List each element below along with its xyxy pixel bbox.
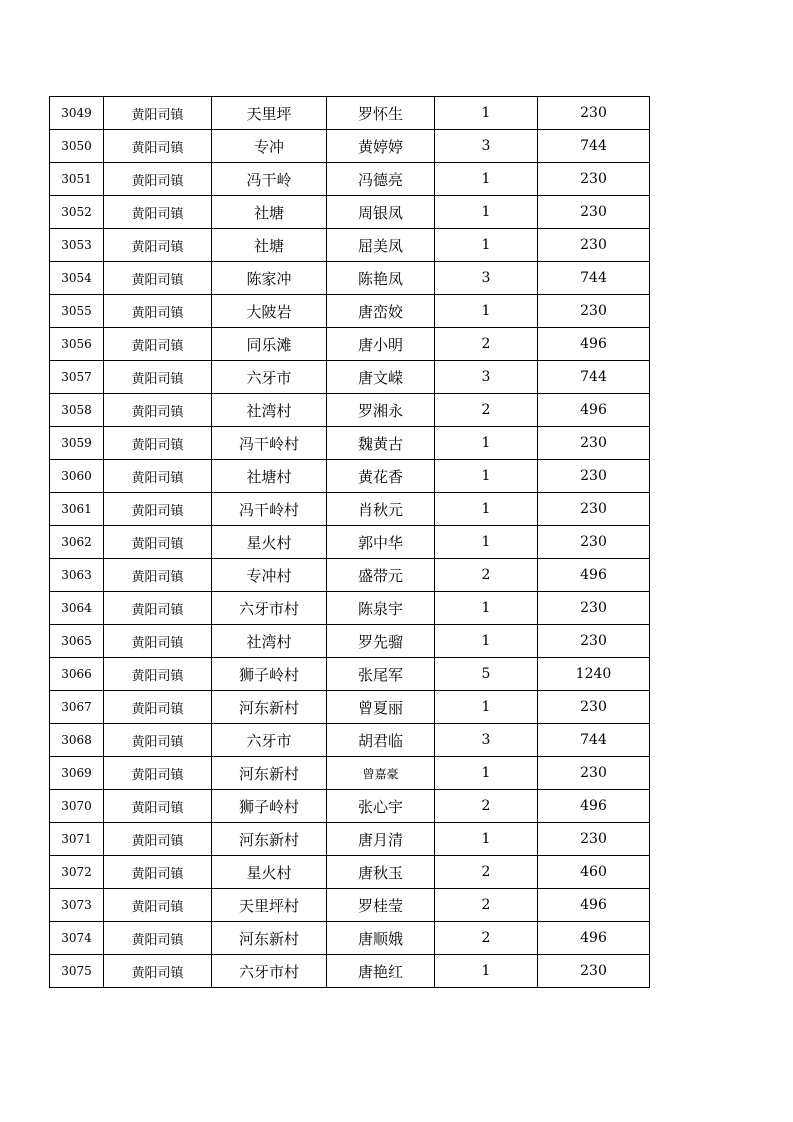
table-row <box>50 790 650 823</box>
cell-amount: 230 <box>538 757 650 790</box>
cell-count: 1 <box>435 691 538 724</box>
cell-count: 2 <box>435 394 538 427</box>
cell-town: 黄阳司镇 <box>104 130 212 163</box>
cell-amount: 230 <box>538 427 650 460</box>
cell-name: 唐文嵘 <box>327 361 435 394</box>
cell-town: 黄阳司镇 <box>104 922 212 955</box>
cell-id: 3063 <box>50 559 104 592</box>
cell-town: 黄阳司镇 <box>104 691 212 724</box>
table-row <box>50 559 650 592</box>
cell-count: 3 <box>435 361 538 394</box>
cell-id: 3073 <box>50 889 104 922</box>
cell-id: 3067 <box>50 691 104 724</box>
cell-amount: 744 <box>538 262 650 295</box>
cell-town: 黄阳司镇 <box>104 295 212 328</box>
cell-id: 3058 <box>50 394 104 427</box>
cell-village: 星火村 <box>212 526 327 559</box>
table-row <box>50 427 650 460</box>
cell-town: 黄阳司镇 <box>104 856 212 889</box>
cell-village: 河东新村 <box>212 691 327 724</box>
cell-village: 河东新村 <box>212 823 327 856</box>
cell-town: 黄阳司镇 <box>104 229 212 262</box>
cell-name: 周银凤 <box>327 196 435 229</box>
cell-name: 唐顺娥 <box>327 922 435 955</box>
cell-amount: 230 <box>538 196 650 229</box>
cell-village: 同乐滩 <box>212 328 327 361</box>
cell-name: 盛带元 <box>327 559 435 592</box>
cell-amount: 230 <box>538 97 650 130</box>
cell-id: 3075 <box>50 955 104 988</box>
cell-amount: 230 <box>538 493 650 526</box>
cell-id: 3071 <box>50 823 104 856</box>
cell-name: 唐小明 <box>327 328 435 361</box>
table-row <box>50 889 650 922</box>
table-row <box>50 97 650 130</box>
cell-town: 黄阳司镇 <box>104 658 212 691</box>
cell-amount: 496 <box>538 889 650 922</box>
cell-village: 社湾村 <box>212 394 327 427</box>
cell-id: 3059 <box>50 427 104 460</box>
table-row <box>50 394 650 427</box>
data-table <box>49 96 650 988</box>
cell-count: 2 <box>435 328 538 361</box>
cell-count: 1 <box>435 460 538 493</box>
cell-count: 1 <box>435 295 538 328</box>
cell-amount: 1240 <box>538 658 650 691</box>
cell-amount: 496 <box>538 328 650 361</box>
table-row <box>50 460 650 493</box>
cell-town: 黄阳司镇 <box>104 361 212 394</box>
cell-village: 冯干岭 <box>212 163 327 196</box>
cell-town: 黄阳司镇 <box>104 790 212 823</box>
cell-id: 3054 <box>50 262 104 295</box>
cell-id: 3072 <box>50 856 104 889</box>
cell-town: 黄阳司镇 <box>104 526 212 559</box>
cell-count: 2 <box>435 889 538 922</box>
cell-town: 黄阳司镇 <box>104 394 212 427</box>
cell-amount: 230 <box>538 526 650 559</box>
cell-name: 罗桂莹 <box>327 889 435 922</box>
cell-name: 陈泉宇 <box>327 592 435 625</box>
cell-id: 3060 <box>50 460 104 493</box>
cell-id: 3064 <box>50 592 104 625</box>
cell-id: 3065 <box>50 625 104 658</box>
cell-count: 1 <box>435 427 538 460</box>
cell-town: 黄阳司镇 <box>104 262 212 295</box>
cell-name: 魏黄古 <box>327 427 435 460</box>
cell-name: 屈美凤 <box>327 229 435 262</box>
cell-village: 星火村 <box>212 856 327 889</box>
cell-village: 专冲 <box>212 130 327 163</box>
cell-amount: 744 <box>538 130 650 163</box>
cell-id: 3066 <box>50 658 104 691</box>
cell-name: 郭中华 <box>327 526 435 559</box>
cell-town: 黄阳司镇 <box>104 625 212 658</box>
cell-village: 社塘 <box>212 196 327 229</box>
cell-id: 3053 <box>50 229 104 262</box>
table-row <box>50 658 650 691</box>
cell-town: 黄阳司镇 <box>104 757 212 790</box>
cell-name: 胡君临 <box>327 724 435 757</box>
cell-town: 黄阳司镇 <box>104 97 212 130</box>
cell-village: 六牙市村 <box>212 592 327 625</box>
cell-village: 狮子岭村 <box>212 790 327 823</box>
cell-count: 3 <box>435 724 538 757</box>
cell-town: 黄阳司镇 <box>104 163 212 196</box>
cell-name: 张心宇 <box>327 790 435 823</box>
cell-count: 1 <box>435 163 538 196</box>
cell-count: 1 <box>435 625 538 658</box>
cell-village: 大陂岩 <box>212 295 327 328</box>
cell-id: 3055 <box>50 295 104 328</box>
cell-count: 1 <box>435 955 538 988</box>
cell-town: 黄阳司镇 <box>104 724 212 757</box>
cell-amount: 230 <box>538 163 650 196</box>
table-row <box>50 163 650 196</box>
cell-amount: 230 <box>538 592 650 625</box>
cell-name: 唐艳红 <box>327 955 435 988</box>
table-row <box>50 592 650 625</box>
cell-town: 黄阳司镇 <box>104 889 212 922</box>
cell-town: 黄阳司镇 <box>104 460 212 493</box>
cell-name: 唐秋玉 <box>327 856 435 889</box>
cell-count: 2 <box>435 559 538 592</box>
cell-count: 1 <box>435 823 538 856</box>
cell-amount: 460 <box>538 856 650 889</box>
cell-village: 狮子岭村 <box>212 658 327 691</box>
cell-amount: 230 <box>538 955 650 988</box>
cell-count: 1 <box>435 493 538 526</box>
cell-amount: 496 <box>538 790 650 823</box>
cell-village: 冯干岭村 <box>212 427 327 460</box>
cell-name: 冯德亮 <box>327 163 435 196</box>
cell-village: 社塘村 <box>212 460 327 493</box>
cell-count: 3 <box>435 262 538 295</box>
table-row <box>50 526 650 559</box>
cell-name: 黄花香 <box>327 460 435 493</box>
cell-name: 曾夏丽 <box>327 691 435 724</box>
cell-id: 3074 <box>50 922 104 955</box>
cell-village: 六牙市村 <box>212 955 327 988</box>
cell-name: 罗怀生 <box>327 97 435 130</box>
cell-id: 3057 <box>50 361 104 394</box>
table-row <box>50 328 650 361</box>
table-row <box>50 361 650 394</box>
cell-count: 1 <box>435 196 538 229</box>
cell-amount: 230 <box>538 823 650 856</box>
cell-id: 3062 <box>50 526 104 559</box>
cell-village: 社湾村 <box>212 625 327 658</box>
cell-count: 1 <box>435 97 538 130</box>
cell-name: 唐月清 <box>327 823 435 856</box>
cell-amount: 496 <box>538 394 650 427</box>
cell-id: 3051 <box>50 163 104 196</box>
table-row <box>50 757 650 790</box>
cell-name: 黄婷婷 <box>327 130 435 163</box>
cell-town: 黄阳司镇 <box>104 493 212 526</box>
cell-town: 黄阳司镇 <box>104 427 212 460</box>
cell-name: 罗湘永 <box>327 394 435 427</box>
cell-amount: 230 <box>538 625 650 658</box>
cell-count: 2 <box>435 790 538 823</box>
table-row <box>50 262 650 295</box>
cell-name: 曾嘉豪 <box>327 757 435 790</box>
cell-id: 3068 <box>50 724 104 757</box>
cell-id: 3050 <box>50 130 104 163</box>
cell-count: 5 <box>435 658 538 691</box>
table-row <box>50 955 650 988</box>
cell-amount: 744 <box>538 724 650 757</box>
cell-id: 3056 <box>50 328 104 361</box>
cell-village: 六牙市 <box>212 361 327 394</box>
table-row <box>50 196 650 229</box>
cell-village: 天里坪村 <box>212 889 327 922</box>
cell-count: 1 <box>435 229 538 262</box>
cell-name: 陈艳凤 <box>327 262 435 295</box>
cell-village: 专冲村 <box>212 559 327 592</box>
cell-name: 张尾军 <box>327 658 435 691</box>
cell-count: 2 <box>435 922 538 955</box>
cell-count: 1 <box>435 592 538 625</box>
table-row <box>50 724 650 757</box>
cell-id: 3069 <box>50 757 104 790</box>
cell-name: 肖秋元 <box>327 493 435 526</box>
table-row <box>50 823 650 856</box>
table-row <box>50 295 650 328</box>
cell-id: 3052 <box>50 196 104 229</box>
cell-town: 黄阳司镇 <box>104 196 212 229</box>
cell-town: 黄阳司镇 <box>104 592 212 625</box>
table-row <box>50 856 650 889</box>
cell-count: 1 <box>435 526 538 559</box>
cell-village: 陈家冲 <box>212 262 327 295</box>
cell-village: 河东新村 <box>212 922 327 955</box>
cell-count: 3 <box>435 130 538 163</box>
table-row <box>50 130 650 163</box>
table-row <box>50 922 650 955</box>
table-row <box>50 493 650 526</box>
cell-count: 1 <box>435 757 538 790</box>
cell-id: 3070 <box>50 790 104 823</box>
cell-town: 黄阳司镇 <box>104 559 212 592</box>
cell-village: 冯干岭村 <box>212 493 327 526</box>
cell-town: 黄阳司镇 <box>104 823 212 856</box>
cell-town: 黄阳司镇 <box>104 955 212 988</box>
cell-amount: 496 <box>538 559 650 592</box>
cell-village: 六牙市 <box>212 724 327 757</box>
cell-amount: 496 <box>538 922 650 955</box>
table-row <box>50 625 650 658</box>
cell-village: 天里坪 <box>212 97 327 130</box>
table-body <box>50 97 650 988</box>
cell-count: 2 <box>435 856 538 889</box>
cell-id: 3049 <box>50 97 104 130</box>
cell-amount: 230 <box>538 691 650 724</box>
cell-name: 唐峦姣 <box>327 295 435 328</box>
cell-amount: 230 <box>538 295 650 328</box>
table-row <box>50 229 650 262</box>
cell-amount: 230 <box>538 460 650 493</box>
table-row <box>50 691 650 724</box>
cell-village: 河东新村 <box>212 757 327 790</box>
cell-amount: 230 <box>538 229 650 262</box>
cell-town: 黄阳司镇 <box>104 328 212 361</box>
cell-id: 3061 <box>50 493 104 526</box>
cell-amount: 744 <box>538 361 650 394</box>
cell-village: 社塘 <box>212 229 327 262</box>
cell-name: 罗先骝 <box>327 625 435 658</box>
